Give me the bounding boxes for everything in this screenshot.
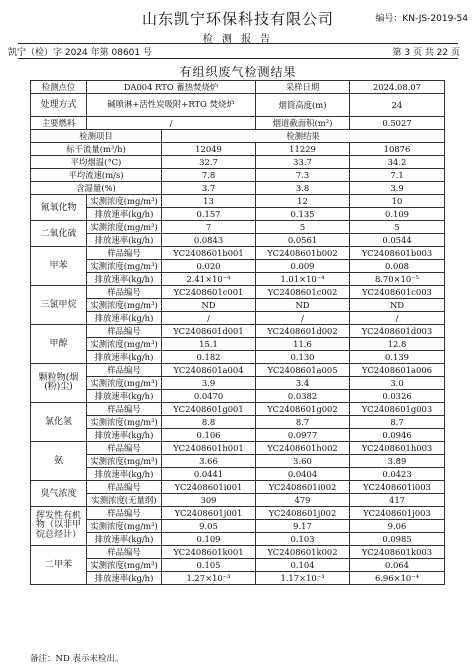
value-cell: 9.05 [162, 520, 256, 533]
general-label: 平均流速(m/s) [31, 169, 162, 182]
header-divider [18, 43, 458, 44]
conc-label: 实测浓度(mg/m³) [87, 455, 162, 468]
so2-rate-row [31, 234, 445, 247]
rate-label: 排放速率(kg/h) [87, 208, 162, 221]
process-label: 处理方式 [31, 94, 87, 117]
rate-label: 排放速率(kg/h) [87, 572, 162, 585]
value-cell: 3.89 [350, 455, 445, 468]
sample-id: YC2408601b002 [256, 247, 350, 260]
conc-label: 实测浓度(mg/m³) [87, 260, 162, 273]
value-cell: 0.0423 [350, 468, 445, 481]
general-value: 7.8 [162, 169, 256, 182]
result-header: 检测结果 [162, 130, 445, 143]
sample-label: 样品编号 [87, 481, 162, 494]
general-value: 3.8 [256, 182, 350, 195]
value-cell: 0.0946 [350, 429, 445, 442]
value-cell: 7 [162, 221, 256, 234]
value-cell: 0.020 [162, 260, 256, 273]
page-indicator: 第 3 页 共 22 页 [392, 48, 460, 58]
value-cell: 8.8 [162, 416, 256, 429]
sample-id: YC2408601g002 [256, 403, 350, 416]
value-cell: 0.0382 [256, 390, 350, 403]
date-value: 2024.08.07 [350, 81, 445, 94]
general-row [31, 143, 445, 156]
conc-label: 实测浓度(mg/m³) [87, 416, 162, 429]
value-cell: 0.0404 [256, 468, 350, 481]
point-label: 检测点位 [31, 81, 87, 94]
table-head-row [31, 130, 445, 143]
rate-label: 排放速率(kg/h) [87, 312, 162, 325]
value-cell: 13 [162, 195, 256, 208]
value-cell: 0.130 [256, 351, 350, 364]
fuel-value: / [87, 117, 256, 130]
pm-rate-row [31, 390, 445, 403]
value-cell: 0.008 [350, 260, 445, 273]
odor-conc-label: 实测浓度(无量纲) [87, 494, 162, 507]
value-cell: 2.41×10⁻⁴ [162, 273, 256, 286]
conc-label: 实测浓度(mg/m³) [87, 195, 162, 208]
sample-id: YC2408601h003 [350, 442, 445, 455]
sample-id: YC2408601k001 [162, 546, 256, 559]
nox-conc-row [31, 195, 445, 208]
general-label: 标干流量(m³/h) [31, 143, 162, 156]
hcl-conc-row [31, 416, 445, 429]
sample-id: YC2408601j002 [256, 507, 350, 520]
value-cell: 0.106 [162, 429, 256, 442]
rate-label: 排放速率(kg/h) [87, 273, 162, 286]
sample-id: YC2408601h002 [256, 442, 350, 455]
benzene-conc-row [31, 260, 445, 273]
sample-id: YC2408601i001 [162, 481, 256, 494]
general-row [31, 156, 445, 169]
pollutant-name-hcl: 氯化氢 [31, 403, 87, 442]
sample-label: 样品编号 [87, 247, 162, 260]
info-row-fuel [31, 117, 445, 130]
nh3-sample-row [31, 442, 445, 455]
pollutant-name-particulate: 颗粒物(烟(粉)尘) [31, 364, 87, 403]
value-cell: 0.182 [162, 351, 256, 364]
fuel-label: 主要燃料 [31, 117, 87, 130]
general-label: 平均烟温(°C) [31, 156, 162, 169]
area-label: 烟道截面积(m²) [256, 117, 350, 130]
value-cell: 0.0470 [162, 390, 256, 403]
height-label: 烟筒高度(m) [256, 94, 350, 117]
value-cell: 0.0985 [350, 533, 445, 546]
sample-label: 样品编号 [87, 442, 162, 455]
item-header: 检测项目 [31, 130, 162, 143]
benzene-rate-row [31, 273, 445, 286]
rate-label: 排放速率(kg/h) [87, 351, 162, 364]
rate-label: 排放速率(kg/h) [87, 234, 162, 247]
value-cell: 8.70×10⁻⁵ [350, 273, 445, 286]
value-cell: 3.4 [256, 377, 350, 390]
value-cell: 1.01×10⁻⁴ [256, 273, 350, 286]
area-value: 0.5027 [350, 117, 445, 130]
pollutant-name-voc: 挥发性有机物（以非甲烷总烃计） [31, 507, 87, 546]
value-cell: 0.157 [162, 208, 256, 221]
value-cell: 0.0843 [162, 234, 256, 247]
height-value: 24 [350, 94, 445, 117]
pm-sample-row [31, 364, 445, 377]
value-cell: 9.17 [256, 520, 350, 533]
pollutant-name-so2: 二氧化硫 [31, 221, 87, 247]
sample-id: YC2408601c001 [162, 286, 256, 299]
rate-label: 排放速率(kg/h) [87, 468, 162, 481]
conc-label: 实测浓度(mg/m³) [87, 377, 162, 390]
sample-id: YC2408601d003 [350, 325, 445, 338]
general-value: 3.7 [162, 182, 256, 195]
value-cell: 3.9 [162, 377, 256, 390]
value-cell: 0.104 [256, 559, 350, 572]
value-cell: 3.66 [162, 455, 256, 468]
value-cell: ND [256, 299, 350, 312]
sample-label: 样品编号 [87, 364, 162, 377]
general-value: 7.3 [256, 169, 350, 182]
value-cell: 417 [350, 494, 445, 507]
general-value: 33.7 [256, 156, 350, 169]
document-code: 编号：KN-JS-2019-54 [375, 14, 468, 24]
value-cell: / [256, 312, 350, 325]
sample-id: YC2408601c003 [350, 286, 445, 299]
benzene-sample-row [31, 247, 445, 260]
general-row [31, 182, 445, 195]
sample-id: YC2408601a006 [350, 364, 445, 377]
value-cell: 10 [350, 195, 445, 208]
sample-label: 样品编号 [87, 286, 162, 299]
conc-label: 实测浓度(mg/m³) [87, 221, 162, 234]
rate-label: 排放速率(kg/h) [87, 533, 162, 546]
info-row-process [31, 94, 445, 117]
general-label: 含湿量(%) [31, 182, 162, 195]
xylene-rate-row [31, 572, 445, 585]
header-divider-2 [18, 58, 458, 59]
value-cell: 0.0977 [256, 429, 350, 442]
value-cell: 309 [162, 494, 256, 507]
value-cell: 0.0544 [350, 234, 445, 247]
general-value: 34.2 [350, 156, 445, 169]
value-cell: 8.7 [256, 416, 350, 429]
sample-id: YC2408601g001 [162, 403, 256, 416]
sample-id: YC2408601a004 [162, 364, 256, 377]
value-cell: 0.0561 [256, 234, 350, 247]
xylene-sample-row [31, 546, 445, 559]
general-row [31, 169, 445, 182]
voc-sample-row [31, 507, 445, 520]
sample-label: 样品编号 [87, 546, 162, 559]
general-value: 10876 [350, 143, 445, 156]
value-cell: 15.1 [162, 338, 256, 351]
rate-label: 排放速率(kg/h) [87, 429, 162, 442]
general-value: 32.7 [162, 156, 256, 169]
hcl-rate-row [31, 429, 445, 442]
tca-rate-row [31, 312, 445, 325]
value-cell: 1.27×10⁻³ [162, 572, 256, 585]
sample-id: YC2408601a005 [256, 364, 350, 377]
pollutant-name-toluene: 甲苯 [31, 247, 87, 286]
pollutant-name-odor: 臭气浓度 [31, 481, 87, 507]
sample-id: YC2408601c002 [256, 286, 350, 299]
value-cell: 0.105 [162, 559, 256, 572]
pollutant-name-nox: 氮氧化物 [31, 195, 87, 221]
process-value: 碱喷淋+活性炭吸附+RTO 焚烧炉 [87, 94, 256, 117]
voc-conc-row [31, 520, 445, 533]
value-cell: 0.135 [256, 208, 350, 221]
value-cell: 3.0 [350, 377, 445, 390]
value-cell: 0.0441 [162, 468, 256, 481]
methanol-sample-row [31, 325, 445, 338]
value-cell: 11.6 [256, 338, 350, 351]
general-value: 3.9 [350, 182, 445, 195]
sample-id: YC2408601g003 [350, 403, 445, 416]
general-value: 11229 [256, 143, 350, 156]
value-cell: 6.96×10⁻⁴ [350, 572, 445, 585]
tca-sample-row [31, 286, 445, 299]
value-cell: 12 [256, 195, 350, 208]
report-subtitle: 检 测 报 告 [202, 34, 274, 45]
pollutant-name-xylene: 二甲苯 [31, 546, 87, 585]
sample-id: YC2408601d001 [162, 325, 256, 338]
value-cell: 0.064 [350, 559, 445, 572]
sample-id: YC2408601i003 [350, 481, 445, 494]
voc-rate-row [31, 533, 445, 546]
sample-id: YC2408601j003 [350, 507, 445, 520]
sample-id: YC2408601d002 [256, 325, 350, 338]
odor-conc-row [31, 494, 445, 507]
sample-label: 样品编号 [87, 507, 162, 520]
value-cell: 3.60 [256, 455, 350, 468]
value-cell: 1.17×10⁻³ [256, 572, 350, 585]
sample-id: YC2408601b001 [162, 247, 256, 260]
odor-sample-row [31, 481, 445, 494]
conc-label: 实测浓度(mg/m³) [87, 299, 162, 312]
sample-id: YC2408601k002 [256, 546, 350, 559]
results-table [30, 80, 445, 585]
methanol-conc-row [31, 338, 445, 351]
value-cell: / [350, 312, 445, 325]
pollutant-name-chloroform: 三氯甲烷 [31, 286, 87, 325]
sample-label: 样品编号 [87, 325, 162, 338]
value-cell: ND [162, 299, 256, 312]
sample-id: YC2408601i002 [256, 481, 350, 494]
rate-label: 排放速率(kg/h) [87, 390, 162, 403]
value-cell: 5 [350, 221, 445, 234]
tca-conc-row [31, 299, 445, 312]
general-value: 12049 [162, 143, 256, 156]
value-cell: 8.7 [350, 416, 445, 429]
hcl-sample-row [31, 403, 445, 416]
so2-conc-row [31, 221, 445, 234]
methanol-rate-row [31, 351, 445, 364]
value-cell: 12.8 [350, 338, 445, 351]
value-cell: 0.009 [256, 260, 350, 273]
value-cell: / [162, 312, 256, 325]
table-title: 有组织废气检测结果 [179, 65, 297, 79]
xylene-conc-row [31, 559, 445, 572]
conc-label: 实测浓度(mg/m³) [87, 559, 162, 572]
value-cell: 0.109 [350, 208, 445, 221]
point-value: DA004 RTO 蓄热焚烧炉 [87, 81, 256, 94]
footnote: 备注：ND 表示未检出。 [30, 654, 124, 664]
sample-id: YC2408601j001 [162, 507, 256, 520]
sample-id: YC2408601k003 [350, 546, 445, 559]
company-name: 山东凯宁环保科技有限公司 [141, 10, 334, 28]
conc-label: 实测浓度(mg/m³) [87, 338, 162, 351]
pollutant-name-ammonia: 氨 [31, 442, 87, 481]
value-cell: 479 [256, 494, 350, 507]
sample-id: YC2408601h001 [162, 442, 256, 455]
value-cell: 5 [256, 221, 350, 234]
general-value: 7.1 [350, 169, 445, 182]
pm-conc-row [31, 377, 445, 390]
value-cell: 9.06 [350, 520, 445, 533]
conc-label: 实测浓度(mg/m³) [87, 520, 162, 533]
pollutant-name-methanol: 甲醇 [31, 325, 87, 364]
value-cell: 0.109 [162, 533, 256, 546]
value-cell: 0.103 [256, 533, 350, 546]
value-cell: 0.139 [350, 351, 445, 364]
sample-id: YC2408601b003 [350, 247, 445, 260]
report-number: 凯宁（检）字 2024 年第 08601 号 [8, 48, 152, 58]
info-row-point [31, 81, 445, 94]
nox-rate-row [31, 208, 445, 221]
sample-label: 样品编号 [87, 403, 162, 416]
nh3-conc-row [31, 455, 445, 468]
nh3-rate-row [31, 468, 445, 481]
value-cell: 0.0326 [350, 390, 445, 403]
date-label: 采样日期 [256, 81, 350, 94]
value-cell: ND [350, 299, 445, 312]
